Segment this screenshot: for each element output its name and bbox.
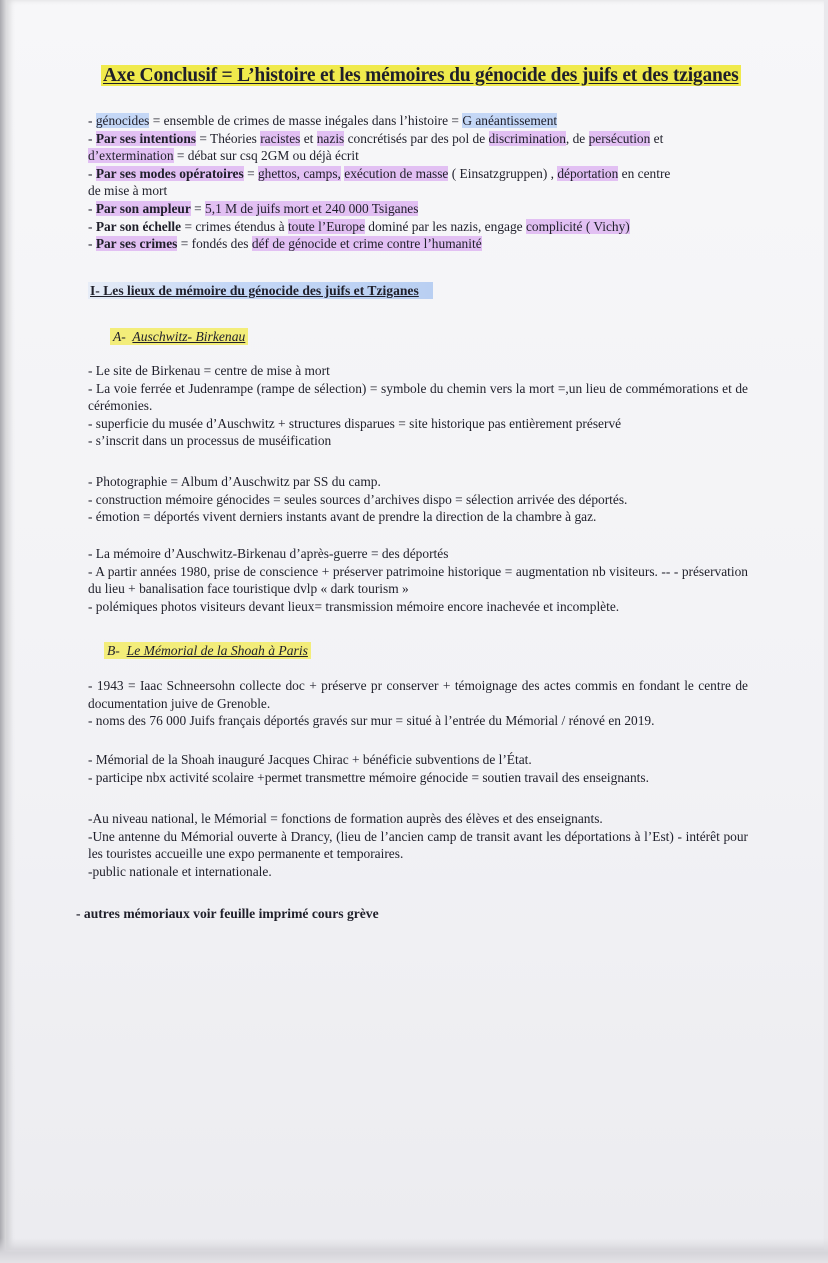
closing-note: - autres mémoriaux voir feuille imprimé cours grève bbox=[76, 906, 379, 921]
subsection-a-group-3 bbox=[88, 545, 748, 615]
paragraph-line: - Le site de Birkenau = centre de mise à mort bbox=[88, 363, 330, 378]
paragraph-line: - émotion = déportés vivent derniers instants avant de prendre la direction de la chambre à gaz. bbox=[88, 509, 597, 525]
paragraph-line: - construction mémoire génocides = seules sources d’archives dispo = sélection arrivée des déportés. bbox=[88, 491, 628, 507]
subsection-a-title: A- Auschwitz- Birkenau bbox=[110, 329, 248, 345]
paragraph-line: -Une antenne du Mémorial ouverte à Drancy, (lieu de l’ancien camp de transit avant les déportations à l’Est) - intérêt pour les touristes accueille une expo permanente et temporaires. bbox=[88, 828, 748, 862]
paragraph-line: - La mémoire d’Auschwitz-Birkenau d’après-guerre = des déportés bbox=[88, 546, 449, 561]
page-shadow-bottom bbox=[0, 1238, 828, 1263]
subsection-a-group-2 bbox=[88, 473, 748, 526]
paragraph-line: - La voie ferrée et Judenrampe (rampe de sélection) = symbole du chemin vers la mort =,un lieu de commémorations et de cérémonies. bbox=[88, 380, 748, 414]
paragraph-line: - polémiques photos visiteurs devant lieux= transmission mémoire encore inachevée et incomplète. bbox=[88, 598, 620, 614]
paragraph-line: - participe nbx activité scolaire +permet transmettre mémoire génocide = soutien travail des enseignants. bbox=[88, 769, 649, 785]
subsection-b-group-3 bbox=[88, 810, 748, 880]
intro-line-crimes: - Par ses crimes = fondés des déf de génocide et crime contre l’humanité bbox=[88, 236, 482, 252]
intro-line-ampleur: - Par son ampleur = 5,1 M de juifs mort et 240 000 Tsiganes bbox=[88, 200, 419, 216]
page-title: Axe Conclusif = L’histoire et les mémoires du génocide des juifs et des tziganes bbox=[103, 65, 739, 86]
paragraph-line: - s’inscrit dans un processus de muséification bbox=[88, 433, 332, 449]
section-1-title: I- Les lieux de mémoire du génocide des juifs et Tziganes bbox=[88, 283, 433, 299]
intro-line-intentions: - Par ses intentions = Théories racistes et nazis concrétisés par des pol de discrimination, de persécution et d’extermination = débat sur csq 2GM ou déjà écrit bbox=[88, 130, 664, 164]
paragraph-line: - noms des 76 000 Juifs français déportés gravés sur mur = situé à l’entrée du Mémorial / rénové en 2019. bbox=[88, 713, 655, 729]
paragraph-line: - Mémorial de la Shoah inauguré Jacques Chirac + bénéficie subventions de l’État. bbox=[88, 752, 532, 767]
paragraph-line: - Photographie = Album d’Auschwitz par SS du camp. bbox=[88, 474, 381, 489]
subsection-a-group-1 bbox=[88, 362, 748, 450]
intro-block bbox=[88, 112, 748, 253]
subsection-b-group-1 bbox=[88, 677, 748, 730]
subsection-b-group-2 bbox=[88, 751, 748, 786]
paragraph-line: - superficie du musée d’Auschwitz + structures disparues = site historique pas entièrement préservé bbox=[88, 415, 622, 431]
paragraph-line: -Au niveau national, le Mémorial = fonctions de formation auprès des élèves et des enseignants. bbox=[88, 811, 603, 826]
paragraph-line: - A partir années 1980, prise de conscience + préserver patrimoine historique = augmentation nb visiteurs. -- - préservation du lieu + banalisation face touristique dvlp « dark tourism » bbox=[88, 563, 748, 597]
paragraph-line: - 1943 = Iaac Schneersohn collecte doc + préserve pr conserver + témoignage des actes commis en fondant le centre de documentation juive de Grenoble. bbox=[88, 678, 748, 711]
intro-line-echelle: - Par son échelle = crimes étendus à toute l’Europe dominé par les nazis, engage complicité ( Vichy) bbox=[88, 218, 630, 234]
paragraph-line: -public nationale et internationale. bbox=[88, 863, 272, 879]
intro-line-genocides: - génocides = ensemble de crimes de masse inégales dans l’histoire = G anéantissement bbox=[88, 113, 558, 128]
intro-line-modes: - Par ses modes opératoires = ghettos, camps, exécution de masse ( Einsatzgruppen) , déportation en centre de mise à mort bbox=[88, 165, 671, 199]
subsection-b-title: B- Le Mémorial de la Shoah à Paris bbox=[104, 643, 311, 659]
